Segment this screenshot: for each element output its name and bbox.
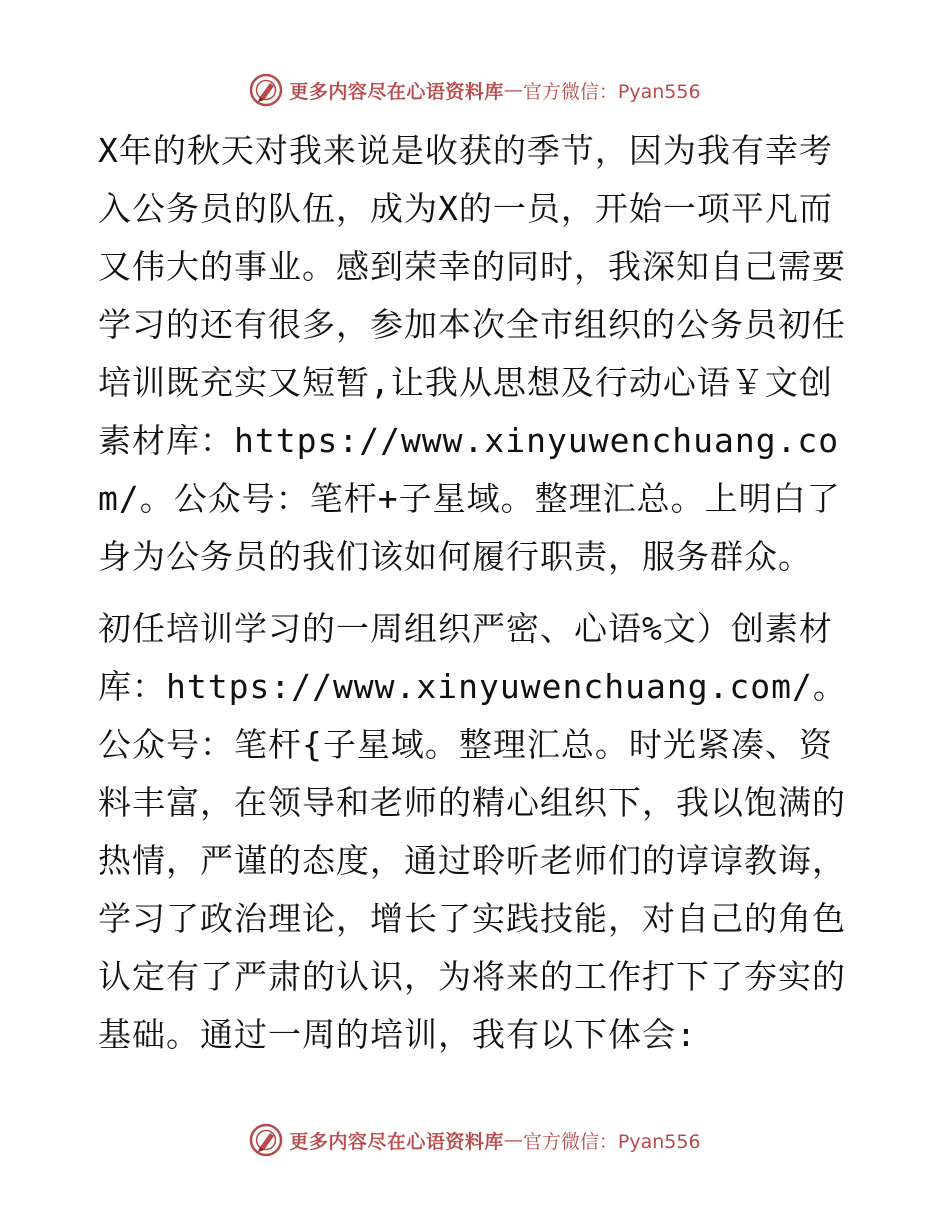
footer-banner-title: 更多内容尽在心语资料库 (289, 1130, 504, 1153)
footer-banner-separator: — (503, 1129, 523, 1151)
banner-title: 更多内容尽在心语资料库 (289, 80, 504, 103)
banner-wechat-id: 官方微信：Pyan556 (522, 80, 701, 103)
footer-banner-wechat-id: 官方微信：Pyan556 (522, 1130, 701, 1153)
paragraph-2: 初任培训学习的一周组织严密、心语%文）创素材库：https://www.xinyuwenchuang.com/。公众号：笔杆{子星域。整理汇总。时光紧凑、资料丰富，在领导和老师的精心组织下，我以饱满的热情，严谨的态度，通过聆听老师们的谆谆教诲，学习了政治理论，增长了实践技能，对自己的角色认定有了严肃的认识，为将来的工作打下了夯实的基础。通过一周的培训，我有以下体会: (98, 609, 847, 1054)
document-body (98, 122, 854, 1064)
paragraph-1: X年的秋天对我来说是收获的季节，因为我有幸考入公务员的队伍，成为X的一员，开始一项平凡而又伟大的事业。感到荣幸的同时，我深知自己需要学习的还有很多，参加本次全市组织的公务员初任培训既充实又短暂,让我从思想及行动心语￥文创素材库：https://www.xinyuwenchuang.com/。公众号：笔杆+子星域。整理汇总。上明白了身为公务员的我们该如何履行职责，服务群众。 (98, 131, 846, 576)
banner-separator: — (503, 79, 523, 101)
pen-nib-logo-icon (249, 1123, 283, 1157)
header-banner (0, 70, 950, 110)
footer-banner (0, 1120, 950, 1160)
pen-nib-logo-icon (249, 73, 283, 107)
